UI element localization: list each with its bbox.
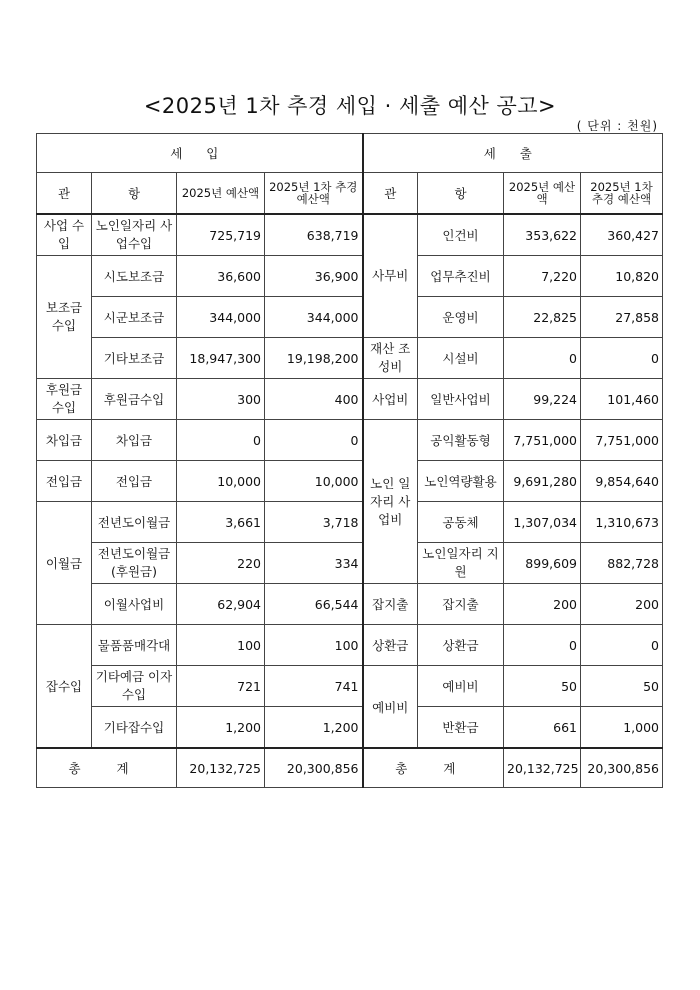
revenue-hang-cell: 시군보조금 <box>92 297 177 338</box>
expense-gwan-cell: 잡지출 <box>363 584 418 625</box>
revenue-total-budget: 20,132,725 <box>177 748 265 788</box>
revenue-budget-cell: 1,200 <box>177 707 265 749</box>
expense-supp-cell: 0 <box>581 625 663 666</box>
unit-label: ( 단위 : 천원) <box>576 119 658 133</box>
revenue-supp-cell: 10,000 <box>265 461 363 502</box>
revenue-gwan-cell: 후원금 수입 <box>37 379 92 420</box>
table-row <box>37 461 663 502</box>
revenue-hang-cell: 기타보조금 <box>92 338 177 379</box>
expense-supp-cell: 360,427 <box>581 214 663 256</box>
table-row <box>37 625 663 666</box>
revenue-hang-cell: 노인일자리 사업수입 <box>92 214 177 256</box>
revenue-hang-cell: 기타잡수입 <box>92 707 177 749</box>
table-row <box>37 707 663 749</box>
revenue-supp-cell: 1,200 <box>265 707 363 749</box>
revenue-supp-cell: 334 <box>265 543 363 584</box>
expense-gwan-cell: 재산 조성비 <box>363 338 418 379</box>
expense-hang-cell: 업무추진비 <box>418 256 504 297</box>
table-row <box>37 379 663 420</box>
revenue-supp-header: 2025년 1차 추경 예산액 <box>265 173 363 215</box>
expense-total-supp: 20,300,856 <box>581 748 663 788</box>
expense-budget-cell: 50 <box>504 666 581 707</box>
table-row <box>37 420 663 461</box>
expense-budget-cell: 7,751,000 <box>504 420 581 461</box>
expense-budget-cell: 661 <box>504 707 581 749</box>
revenue-budget-cell: 3,661 <box>177 502 265 543</box>
expense-supp-cell: 7,751,000 <box>581 420 663 461</box>
revenue-supp-cell: 3,718 <box>265 502 363 543</box>
expense-gwan-cell: 예비비 <box>363 666 418 749</box>
expense-hang-cell: 노인일자리 지원 <box>418 543 504 584</box>
expense-supp-cell: 1,000 <box>581 707 663 749</box>
revenue-supp-cell: 19,198,200 <box>265 338 363 379</box>
revenue-budget-cell: 36,600 <box>177 256 265 297</box>
expense-budget-cell: 353,622 <box>504 214 581 256</box>
revenue-budget-cell: 0 <box>177 420 265 461</box>
expense-hang-cell: 공익활동형 <box>418 420 504 461</box>
expense-supp-cell: 200 <box>581 584 663 625</box>
table-row <box>37 584 663 625</box>
revenue-budget-cell: 18,947,300 <box>177 338 265 379</box>
expense-hang-cell: 잡지출 <box>418 584 504 625</box>
revenue-budget-header: 2025년 예산액 <box>177 173 265 215</box>
expense-budget-cell: 0 <box>504 338 581 379</box>
expense-gwan-cell: 상환금 <box>363 625 418 666</box>
revenue-gwan-cell: 차입금 <box>37 420 92 461</box>
expense-budget-cell: 99,224 <box>504 379 581 420</box>
revenue-hang-cell: 전입금 <box>92 461 177 502</box>
expense-hang-cell: 시설비 <box>418 338 504 379</box>
expense-hang-cell: 인건비 <box>418 214 504 256</box>
table-row <box>37 214 663 256</box>
revenue-supp-cell: 66,544 <box>265 584 363 625</box>
expense-supp-cell: 10,820 <box>581 256 663 297</box>
expense-hang-cell: 노인역량활용 <box>418 461 504 502</box>
revenue-gwan-cell: 잡수입 <box>37 625 92 749</box>
total-row <box>37 748 663 788</box>
expense-gwan-cell: 노인 일자리 사업비 <box>363 420 418 584</box>
revenue-supp-cell: 344,000 <box>265 297 363 338</box>
revenue-hang-cell: 기타예금 이자수입 <box>92 666 177 707</box>
revenue-gwan-header: 관 <box>37 173 92 215</box>
revenue-hang-cell: 전년도이월금 (후원금) <box>92 543 177 584</box>
revenue-hang-header: 항 <box>92 173 177 215</box>
revenue-section-header: 세 입 <box>37 134 363 173</box>
expense-section-header: 세 출 <box>363 134 663 173</box>
revenue-budget-cell: 62,904 <box>177 584 265 625</box>
revenue-supp-cell: 36,900 <box>265 256 363 297</box>
revenue-gwan-cell: 사업 수입 <box>37 214 92 256</box>
revenue-budget-cell: 220 <box>177 543 265 584</box>
revenue-hang-cell: 후원금수입 <box>92 379 177 420</box>
expense-gwan-header: 관 <box>363 173 418 215</box>
expense-budget-cell: 0 <box>504 625 581 666</box>
revenue-total-supp: 20,300,856 <box>265 748 363 788</box>
expense-supp-cell: 27,858 <box>581 297 663 338</box>
expense-gwan-cell: 사업비 <box>363 379 418 420</box>
revenue-hang-cell: 차입금 <box>92 420 177 461</box>
revenue-gwan-cell: 전입금 <box>37 461 92 502</box>
table-row <box>37 666 663 707</box>
expense-supp-cell: 882,728 <box>581 543 663 584</box>
expense-budget-cell: 9,691,280 <box>504 461 581 502</box>
table-row <box>37 256 663 297</box>
expense-budget-cell: 200 <box>504 584 581 625</box>
table-row <box>37 502 663 543</box>
revenue-budget-cell: 344,000 <box>177 297 265 338</box>
budget-table <box>36 133 663 788</box>
table-row <box>37 297 663 338</box>
revenue-budget-cell: 10,000 <box>177 461 265 502</box>
expense-total-label: 총 계 <box>363 748 504 788</box>
expense-budget-cell: 1,307,034 <box>504 502 581 543</box>
revenue-budget-cell: 725,719 <box>177 214 265 256</box>
revenue-gwan-cell: 이월금 <box>37 502 92 625</box>
revenue-supp-cell: 100 <box>265 625 363 666</box>
revenue-budget-cell: 721 <box>177 666 265 707</box>
expense-supp-cell: 0 <box>581 338 663 379</box>
expense-hang-cell: 예비비 <box>418 666 504 707</box>
table-row <box>37 543 663 584</box>
expense-budget-cell: 899,609 <box>504 543 581 584</box>
expense-gwan-cell: 사무비 <box>363 214 418 338</box>
revenue-hang-cell: 시도보조금 <box>92 256 177 297</box>
expense-budget-cell: 22,825 <box>504 297 581 338</box>
expense-hang-cell: 운영비 <box>418 297 504 338</box>
expense-budget-cell: 7,220 <box>504 256 581 297</box>
revenue-supp-cell: 0 <box>265 420 363 461</box>
expense-hang-cell: 일반사업비 <box>418 379 504 420</box>
expense-hang-cell: 상환금 <box>418 625 504 666</box>
expense-supp-cell: 50 <box>581 666 663 707</box>
revenue-budget-cell: 300 <box>177 379 265 420</box>
revenue-hang-cell: 이월사업비 <box>92 584 177 625</box>
expense-supp-header: 2025년 1차 추경 예산액 <box>581 173 663 215</box>
table-row <box>37 338 663 379</box>
revenue-hang-cell: 물품품매각대 <box>92 625 177 666</box>
expense-hang-cell: 반환금 <box>418 707 504 749</box>
expense-supp-cell: 101,460 <box>581 379 663 420</box>
revenue-total-label: 총 계 <box>37 748 177 788</box>
revenue-supp-cell: 400 <box>265 379 363 420</box>
revenue-hang-cell: 전년도이월금 <box>92 502 177 543</box>
expense-supp-cell: 9,854,640 <box>581 461 663 502</box>
revenue-budget-cell: 100 <box>177 625 265 666</box>
expense-total-budget: 20,132,725 <box>504 748 581 788</box>
revenue-supp-cell: 741 <box>265 666 363 707</box>
expense-hang-header: 항 <box>418 173 504 215</box>
expense-hang-cell: 공동체 <box>418 502 504 543</box>
revenue-supp-cell: 638,719 <box>265 214 363 256</box>
expense-supp-cell: 1,310,673 <box>581 502 663 543</box>
revenue-gwan-cell: 보조금 수입 <box>37 256 92 379</box>
page-title: <2025년 1차 추경 세입 · 세출 예산 공고> <box>143 94 557 118</box>
expense-budget-header: 2025년 예산액 <box>504 173 581 215</box>
